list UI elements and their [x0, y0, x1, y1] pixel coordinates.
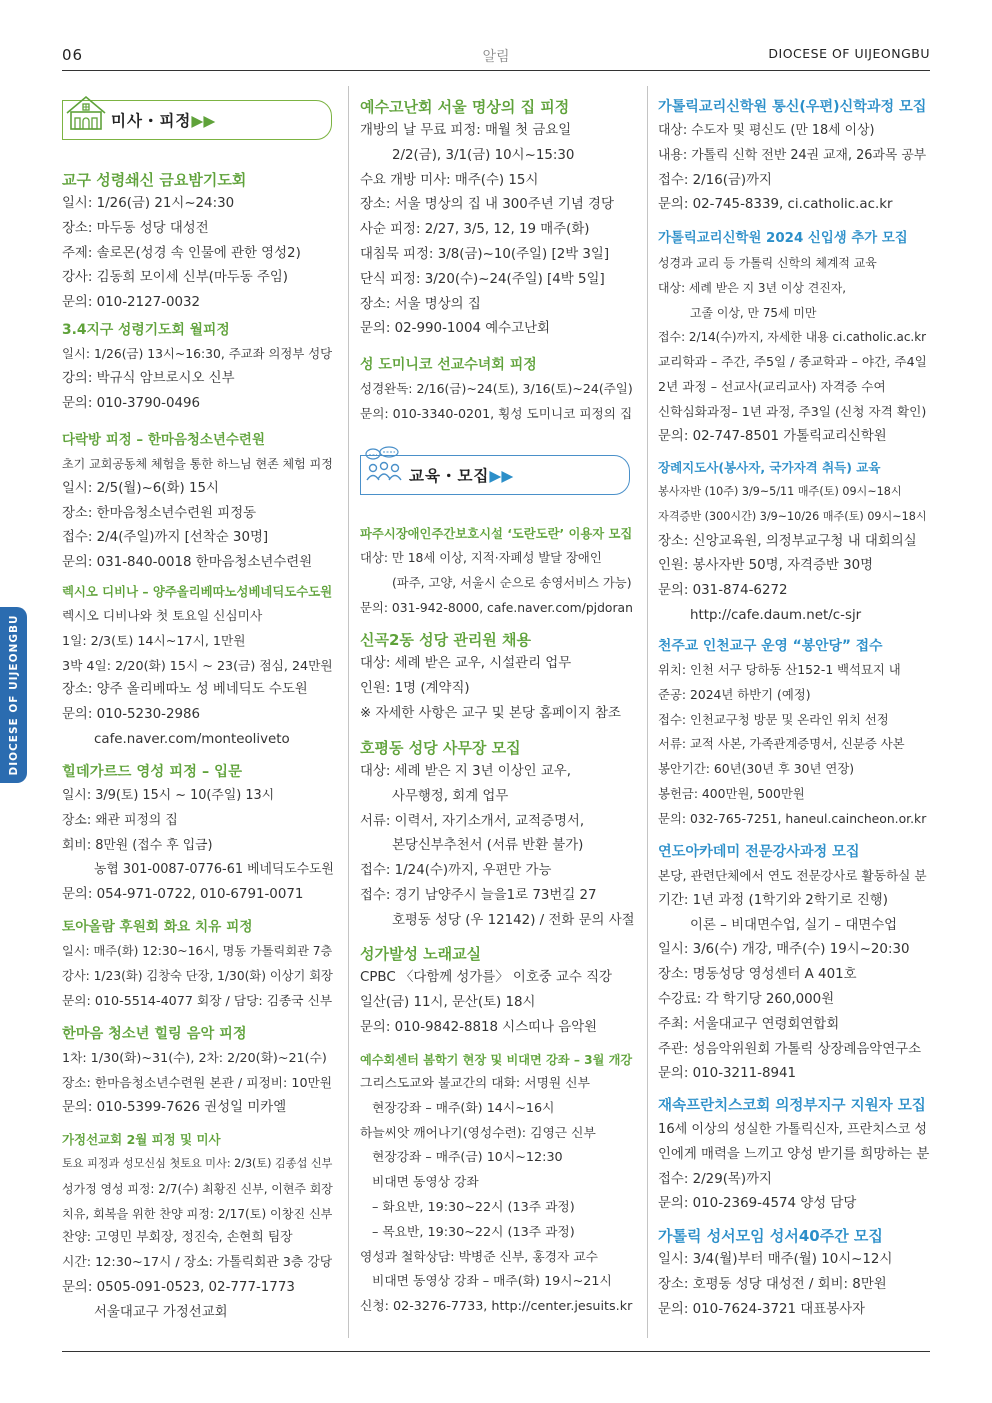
notice-line: 렉시오 디비나와 첫 토요일 신심미사 — [62, 608, 263, 623]
notice-line: 장소: 마두동 성당 대성전 — [62, 220, 209, 236]
notice-line: CPBC 〈다함께 성가를〉 이호중 교수 직강 — [360, 970, 612, 985]
notice-line: 문의: 010-3211-8941 — [658, 1066, 797, 1082]
notice-line: 대상: 세례 받은 지 3년 이상인 교우, — [360, 764, 571, 779]
notice-line: 1일: 2/3(토) 14시~17시, 1만원 — [62, 632, 246, 648]
notice-line: 문의: 010-3790-0496 — [62, 395, 201, 411]
notice-line: 수강료: 각 학기당 260,000원 — [658, 991, 835, 1007]
column-divider — [348, 86, 349, 1338]
notice-entry — [360, 95, 614, 342]
notice-line: 개방의 날 무료 피정: 매월 첫 금요일 — [360, 123, 572, 138]
notice-entry — [360, 522, 633, 620]
notice-line: 일시: 1/26(금) 13시~16:30, 주교좌 의정부 성당 — [62, 347, 333, 361]
play-arrows-icon: ▶▶ — [489, 467, 514, 485]
notice-line: 사순 피정: 2/27, 3/5, 12, 19 매주(화) — [360, 222, 590, 238]
notice-line: 초기 교회공동체 체험을 통한 하느님 현존 체험 피정 — [62, 457, 333, 471]
notice-entry — [658, 227, 927, 449]
footer-rule — [62, 1351, 930, 1352]
notice-entry — [62, 915, 333, 1013]
notice-line: 현장강좌 – 매주(금) 10시~12:30 — [372, 1150, 563, 1166]
section-title: 교육・모집 — [409, 467, 490, 485]
notice-line: 문의: 010-7624-3721 대표봉사자 — [658, 1301, 865, 1317]
notice-title: 렉시오 디비나 – 양주올리베따노성베네딕도수도원 — [62, 585, 333, 599]
notice-line: 접수: 1/24(수)까지, 우편만 가능 — [360, 863, 552, 879]
notice-line: 치유, 회복을 위한 찬양 피정: 2/17(토) 이창진 신부 — [62, 1206, 333, 1221]
notice-entry — [658, 95, 926, 218]
notice-line: 봉사자반 (10주) 3/9~5/11 매주(토) 09시~18시 — [658, 485, 902, 498]
notice-line: 사무행정, 회계 업무 — [392, 788, 509, 804]
notice-line: 일시: 3/9(토) 15시 ~ 10(주일) 13시 — [62, 788, 275, 803]
notice-line: 일산(금) 11시, 문산(토) 18시 — [360, 994, 536, 1010]
notice-line: 장소: 한마음청소년수련원 피정동 — [62, 505, 257, 521]
notice-line: 문의: 054-971-0722, 010-6791-0071 — [62, 887, 304, 903]
notice-line: 서류: 이력서, 자기소개서, 교적증명서, — [360, 813, 585, 829]
notice-entry — [658, 840, 927, 1087]
notice-entry — [360, 1048, 632, 1320]
notice-line: 주관: 성음악위원회 가톨릭 상장례음악연구소 — [658, 1041, 922, 1057]
notice-line: 2년 과정 – 선교사(교리교사) 자격증 수여 — [658, 378, 886, 394]
notice-line: 주최: 서울대교구 연령회연합회 — [658, 1016, 840, 1032]
notice-line: 성가정 영성 피정: 2/7(수) 최황진 신부, 이현주 회장 — [62, 1181, 333, 1196]
notice-line: 2/2(금), 3/1(금) 10시~15:30 — [392, 147, 575, 163]
notice-line: 일시: 3/4(월)부터 매주(월) 10시~12시 — [658, 1252, 893, 1267]
notice-entry — [62, 580, 333, 753]
notice-line: 접수: 인천교구청 방문 및 온라인 위치 선정 — [658, 712, 889, 727]
notice-line: 본당, 관련단체에서 연도 전문강사로 활동하실 분 — [658, 868, 927, 883]
notice-line: 호평동 성당 (우 12142) / 전화 문의 사절 — [392, 912, 635, 928]
notice-line: 그리스도교와 불교간의 대화: 서명원 신부 — [360, 1076, 590, 1091]
side-tab — [0, 607, 27, 783]
notice-title: 가톨릭교리신학원 통신(우편)신학과정 모집 — [658, 99, 927, 115]
section-label: 알림 — [482, 49, 510, 65]
notice-line: 문의: 010-9842-8818 시스띠나 음악원 — [360, 1019, 598, 1035]
notice-entry — [360, 736, 635, 934]
notice-entry — [62, 318, 332, 416]
notice-line: 문의: 031-840-0018 한마음청소년수련원 — [62, 555, 313, 571]
notice-line: 단식 피정: 3/20(수)~24(주일) [4박 5일] — [360, 271, 605, 287]
church-house-icon — [65, 91, 107, 135]
notice-line: 장소: 한마음청소년수련원 본관 / 피정비: 10만원 — [62, 1074, 333, 1090]
notice-line: ※ 자세한 사항은 교구 및 본당 홈페이지 참조 — [360, 705, 621, 721]
notice-line: 대상: 세례 받은 지 3년 이상 견진자, — [658, 280, 847, 295]
notice-line: 자격증반 (300시간) 3/9~10/26 매주(토) 09시~18시 — [658, 509, 927, 523]
notice-entry — [658, 456, 927, 629]
notice-line: 강의: 박규식 암브로시오 신부 — [62, 370, 235, 386]
notice-line: 장소: 신앙교육원, 의정부교구청 내 대회의실 — [658, 533, 917, 549]
page-number: 06 — [62, 46, 84, 64]
notice-line: 봉안기간: 60년(30년 후 30년 연장) — [658, 762, 855, 777]
notice-line: 성경완독: 2/16(금)~24(토), 3/16(토)~24(주일) — [360, 381, 633, 396]
notice-title: 다락방 피정 – 한마음청소년수련원 — [62, 432, 265, 448]
notice-line: 일시: 3/6(수) 개강, 매주(수) 19시~20:30 — [658, 942, 910, 958]
notice-line: http://cafe.daum.net/c-sjr — [690, 607, 862, 623]
notice-entry — [62, 1128, 333, 1326]
notice-title: 성가발성 노래교실 — [360, 945, 482, 963]
notice-line: 일시: 1/26(금) 21시~24:30 — [62, 196, 235, 211]
notice-title: 예수고난회 서울 명상의 집 피정 — [360, 98, 570, 116]
notice-title: 호평동 성당 사무장 모집 — [360, 739, 521, 757]
notice-line: 장소: 양주 올리베따노 성 베네딕도 수도원 — [62, 682, 308, 698]
notice-title: 장례지도사(봉사자, 국가자격 취득) 교육 — [658, 460, 881, 475]
notice-line: 16세 이상의 성실한 가톨릭신자, 프란치스코 성 — [658, 1122, 927, 1137]
notice-title: 재속프란치스코회 의정부지구 지원자 모집 — [658, 1098, 926, 1114]
notice-title: 파주시장애인주간보호시설 ‘도란도란’ 이용자 모집 — [360, 527, 633, 541]
section-title: 미사・피정 — [111, 112, 192, 130]
notice-line: 1차: 1/30(화)~31(수), 2차: 2/20(화)~21(수) — [62, 1050, 327, 1065]
header-rule — [62, 70, 930, 71]
notice-line: 신청: 02-3276-7733, http://center.jesuits.kr — [360, 1299, 633, 1315]
notice-line: 문의: 02-745-8339, ci.catholic.ac.kr — [658, 197, 893, 213]
notice-line: 문의: 0505-091-0523, 02-777-1773 — [62, 1279, 295, 1295]
section-banner-mass-retreat — [62, 100, 332, 140]
notice-line: 영성과 철학상담: 박병준 신부, 홍경자 교수 — [360, 1249, 598, 1265]
notice-line: 서울대교구 가정선교회 — [94, 1304, 228, 1320]
notice-entry — [62, 1022, 332, 1120]
notice-line: 교리학과 – 주간, 주5일 / 종교학과 – 야간, 주4일 — [658, 354, 927, 370]
notice-line: 내용: 가톨릭 신학 전반 24권 교재, 26과목 공부 — [658, 147, 927, 163]
notice-line: 장소: 서울 명상의 집 내 300주년 기념 경당 — [360, 197, 614, 213]
play-arrows-icon: ▶▶ — [191, 112, 216, 130]
notice-line: 장소: 서울 명상의 집 — [360, 296, 481, 312]
section-banner-education-recruit — [360, 455, 630, 495]
notice-line: 수요 개방 미사: 매주(수) 15시 — [360, 172, 539, 188]
notice-title: 가톨릭 성서모임 성서40주간 모집 — [658, 1227, 883, 1245]
notice-line: 접수: 2/16(금)까지 — [658, 172, 772, 188]
notice-line: 접수: 2/4(주일)까지 [선착순 30명] — [62, 530, 269, 546]
notice-line: 문의: 031-874-6272 — [658, 583, 788, 599]
notice-entry — [62, 168, 301, 316]
notice-title: 한마음 청소년 힐링 음악 피정 — [62, 1026, 247, 1042]
notice-line: 신학심화과정– 1년 과정, 주3일 (신청 자격 확인) — [658, 403, 927, 419]
notice-line: 문의: 032-765-7251, haneul.caincheon.or.kr — [658, 811, 927, 826]
notice-line: 대상: 수도자 및 평신도 (만 18세 이상) — [658, 123, 875, 138]
notice-entry — [360, 353, 633, 427]
notice-line: 접수: 경기 남양주시 늘을1로 73번길 27 — [360, 887, 597, 903]
notice-line: 주제: 솔로몬(성경 속 인물에 관한 영성2) — [62, 245, 301, 261]
notice-line: (파주, 고양, 서울시 순으로 송영서비스 가능) — [392, 575, 632, 590]
notice-line: 토요 피정과 성모신심 첫토요 미사: 2/3(토) 김종섭 신부 — [62, 1157, 333, 1170]
notice-line: 문의: 010-5399-7626 권성일 미카엘 — [62, 1099, 287, 1115]
notice-line: 문의: 010-5514-4077 회장 / 담당: 김종국 신부 — [62, 992, 333, 1008]
notice-line: 서류: 교적 사본, 가족관계증명서, 신분증 사본 — [658, 737, 905, 752]
notice-line: 시간: 12:30~17시 / 장소: 가톨릭회관 3층 강당 — [62, 1255, 333, 1271]
notice-line: 문의: 02-747-8501 가톨릭교리신학원 — [658, 428, 887, 444]
notice-title: 연도아카데미 전문강사과정 모집 — [658, 844, 860, 860]
notice-title: 예수회센터 봄학기 현장 및 비대면 강좌 – 3월 개강 — [360, 1053, 633, 1067]
notice-line: 준공: 2024년 하반기 (예정) — [658, 687, 811, 702]
notice-title: 3.4지구 성령기도회 월피정 — [62, 322, 230, 338]
notice-line: 비대면 동영상 강좌 – 매주(화) 19시~21시 — [372, 1274, 612, 1290]
notice-line: 장소: 명동성당 영성센터 A 401호 — [658, 967, 857, 983]
publisher-name: DIOCESE OF UIJEONGBU — [768, 46, 930, 61]
notice-line: 문의: 010-5230-2986 — [62, 707, 201, 723]
notice-entry — [658, 1094, 929, 1217]
notice-line: – 화요반, 19:30~22시 (13주 과정) — [372, 1199, 575, 1215]
notice-title: 토아올람 후원회 화요 치유 피정 — [62, 919, 253, 935]
notice-line: – 목요반, 19:30~22시 (13주 과정) — [372, 1224, 575, 1240]
notice-line: 문의: 010-2127-0032 — [62, 295, 201, 311]
notice-title: 천주교 인천교구 운영 “봉안당” 접수 — [658, 638, 883, 654]
notice-line: 이론 – 비대면수업, 실기 – 대면수업 — [690, 917, 898, 933]
notice-line: 문의: 031-942-8000, cafe.naver.com/pjdoran — [360, 600, 633, 615]
notice-line: 3박 4일: 2/20(화) 15시 ~ 23(금) 점심, 24만원 — [62, 657, 333, 673]
notice-title: 교구 성령쇄신 금요밤기도회 — [62, 171, 247, 189]
notice-line: 접수: 2/29(목)까지 — [658, 1171, 772, 1187]
notice-entry — [62, 428, 333, 576]
page-header — [62, 44, 930, 66]
notice-line: 강사: 김동희 모이세 신부(마두동 주임) — [62, 270, 289, 286]
notice-entry — [360, 628, 621, 726]
notice-line: cafe.naver.com/monteoliveto — [94, 731, 290, 747]
notice-line: 비대면 동영상 강좌 — [372, 1175, 479, 1191]
notice-line: 인에게 매력을 느끼고 양성 받기를 희망하는 분 — [658, 1146, 930, 1162]
notice-line: 문의: 02-990-1004 예수고난회 — [360, 321, 550, 337]
notice-line: 봉헌금: 400만원, 500만원 — [658, 786, 805, 801]
notice-line: 일시: 2/5(월)~6(화) 15시 — [62, 480, 219, 496]
notice-title: 가톨릭교리신학원 2024 신입생 추가 모집 — [658, 231, 908, 246]
notice-line: 현장강좌 – 매주(화) 14시~16시 — [372, 1100, 555, 1116]
notice-title: 힐데가르드 영성 피정 – 입문 — [62, 764, 242, 780]
notice-title: 신곡2동 성당 관리원 채용 — [360, 631, 532, 649]
notice-entry — [658, 1224, 892, 1322]
notice-line: 장소: 왜관 피정의 집 — [62, 812, 178, 828]
notice-line: 회비: 8만원 (접수 후 입금) — [62, 837, 213, 853]
notice-line: 장소: 호평동 성당 대성전 / 회비: 8만원 — [658, 1276, 887, 1292]
notice-entry — [658, 634, 926, 832]
notice-line: 인원: 봉사자반 50명, 자격증반 30명 — [658, 558, 874, 574]
notice-title: 가정선교회 2월 피정 및 미사 — [62, 1132, 221, 1147]
notice-line: 대침묵 피정: 3/8(금)~10(주일) [2박 3일] — [360, 246, 610, 262]
notice-line: 대상: 만 18세 이상, 지적·자폐성 발달 장애인 — [360, 551, 602, 565]
notice-line: 대상: 세례 받은 교우, 시설관리 업무 — [360, 656, 572, 671]
notice-line: 찬양: 고영민 부회장, 정진숙, 손현희 팀장 — [62, 1230, 293, 1246]
notice-line: 인원: 1명 (계약직) — [360, 680, 470, 696]
notice-line: 기간: 1년 과정 (1학기와 2학기로 진행) — [658, 892, 888, 908]
notice-line: 문의: 010-3340-0201, 횡성 도미니코 피정의 집 — [360, 405, 633, 421]
notice-line: 성경과 교리 등 가톨릭 신학의 체계적 교육 — [658, 256, 877, 270]
column-divider — [647, 86, 648, 1338]
notice-line: 문의: 010-2369-4574 양성 담당 — [658, 1196, 857, 1212]
notice-line: 고졸 이상, 만 75세 미만 — [690, 305, 817, 320]
notice-line: 강사: 1/23(화) 김창숙 단장, 1/30(화) 이상기 회장 — [62, 968, 333, 983]
notice-line: 하늘씨앗 깨어나기(영성수련): 김영근 신부 — [360, 1125, 596, 1141]
people-group-icon — [363, 446, 405, 490]
notice-line: 일시: 매주(화) 12:30~16시, 명동 가톨릭회관 7층 — [62, 944, 333, 958]
notice-line: 접수: 2/14(수)까지, 자세한 내용 ci.catholic.ac.kr — [658, 330, 927, 345]
notice-entry — [360, 942, 612, 1040]
notice-line: 본당신부추천서 (서류 반환 불가) — [392, 838, 584, 854]
notice-line: 위치: 인천 서구 당하동 산152-1 백석묘지 내 — [658, 663, 901, 677]
notice-entry — [62, 760, 334, 908]
side-tab-label: DIOCESE OF UIJEONGBU — [7, 614, 20, 776]
notice-line: 농협 301-0087-0776-61 베네딕도수도원 — [94, 862, 334, 878]
notice-title: 성 도미니코 선교수녀회 피정 — [360, 357, 537, 373]
